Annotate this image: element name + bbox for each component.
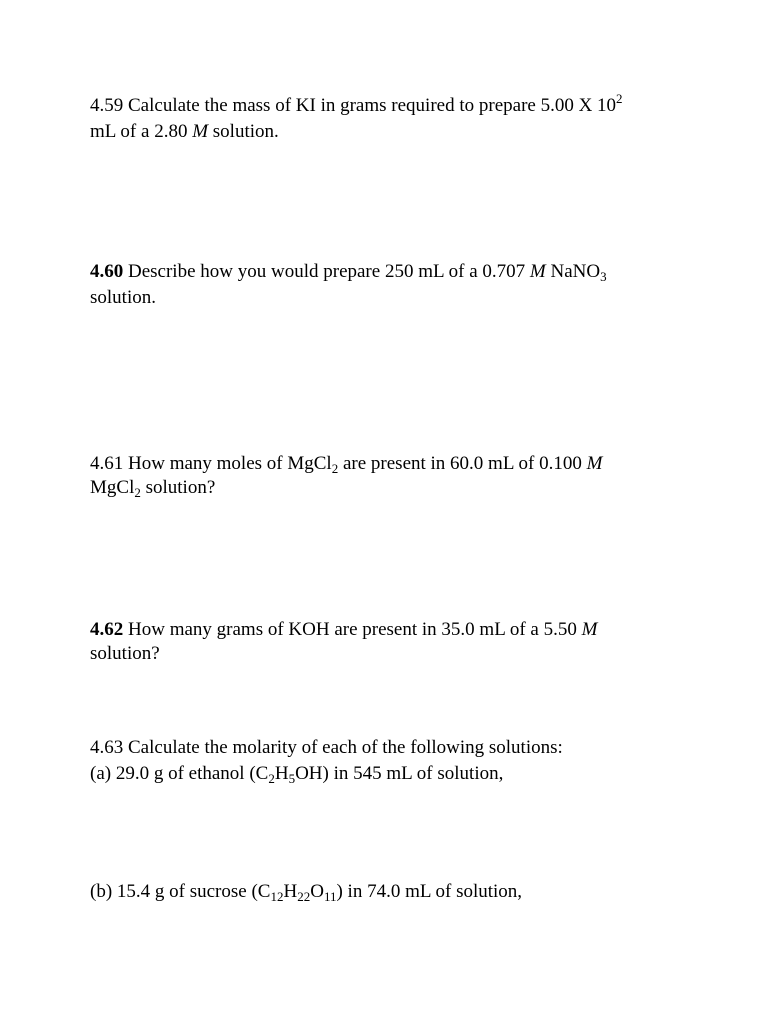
problem-text-run: are present in 60.0 mL of 0.100	[338, 453, 587, 474]
problem-4-63-part-a	[90, 763, 504, 786]
molarity-symbol: M	[192, 121, 209, 142]
subscript: 2	[134, 485, 141, 500]
problem-text-run: ) in 74.0 mL of solution,	[336, 881, 523, 902]
subscript: 2	[331, 461, 339, 476]
problem-text-run: How many grams of KOH are present in 35.0 mL of a 5.50	[128, 619, 582, 640]
superscript-exponent: 2	[616, 91, 623, 106]
problem-4-60-line-2	[90, 288, 156, 307]
subscript: 11	[323, 889, 337, 904]
problem-text-run: Describe how you would prepare 250 mL of a 0.707	[128, 261, 530, 282]
problem-4-59-line-2	[90, 122, 279, 141]
problem-text-run: (b) 15.4 g of sucrose (C	[90, 881, 271, 902]
problem-number: 4.62	[90, 619, 124, 640]
subscript: 12	[270, 889, 284, 904]
problem-text-run: solution?	[140, 477, 216, 498]
problem-text-run: solution.	[208, 121, 279, 142]
problem-text-run: solution?	[90, 643, 160, 664]
subscript: 2	[268, 771, 275, 786]
problem-4-59-line-1	[90, 91, 623, 116]
problem-text-run: H	[274, 763, 289, 784]
problem-4-63-line-1	[90, 738, 563, 757]
problem-4-60-line-1	[90, 261, 607, 284]
problem-number: 4.63	[90, 737, 124, 758]
subscript: 22	[297, 889, 311, 904]
problem-4-61-line-1	[90, 453, 603, 476]
problem-text-run: Calculate the mass of KI in grams required to prepare 5.00 X 10	[128, 95, 617, 116]
problem-text-run: H	[283, 881, 298, 902]
problem-text-run: O	[310, 881, 324, 902]
molarity-symbol: M	[581, 619, 598, 640]
problem-number: 4.61	[90, 453, 124, 474]
problem-text-run: MgCl	[90, 477, 135, 498]
subscript: 5	[288, 771, 296, 786]
problem-text-run: (a) 29.0 g of ethanol (C	[90, 763, 269, 784]
molarity-symbol: M	[529, 261, 546, 282]
problem-text-run: Calculate the molarity of each of the following solutions:	[128, 737, 563, 758]
problem-4-62-line-1	[90, 620, 597, 639]
problem-text-run: How many moles of MgCl	[128, 453, 332, 474]
problem-number: 4.59	[90, 95, 124, 116]
subscript: 3	[600, 269, 607, 284]
molarity-symbol: M	[586, 453, 603, 474]
problem-4-61-line-2	[90, 477, 216, 500]
problem-4-62-line-2	[90, 644, 160, 663]
problem-text-run: NaNO	[545, 261, 601, 282]
problem-text-run: mL of a 2.80	[90, 121, 193, 142]
problem-text-run: solution.	[90, 287, 156, 308]
problem-text-run: OH) in 545 mL of solution,	[295, 763, 504, 784]
problem-number: 4.60	[90, 261, 124, 282]
problem-4-63-part-b	[90, 881, 523, 904]
